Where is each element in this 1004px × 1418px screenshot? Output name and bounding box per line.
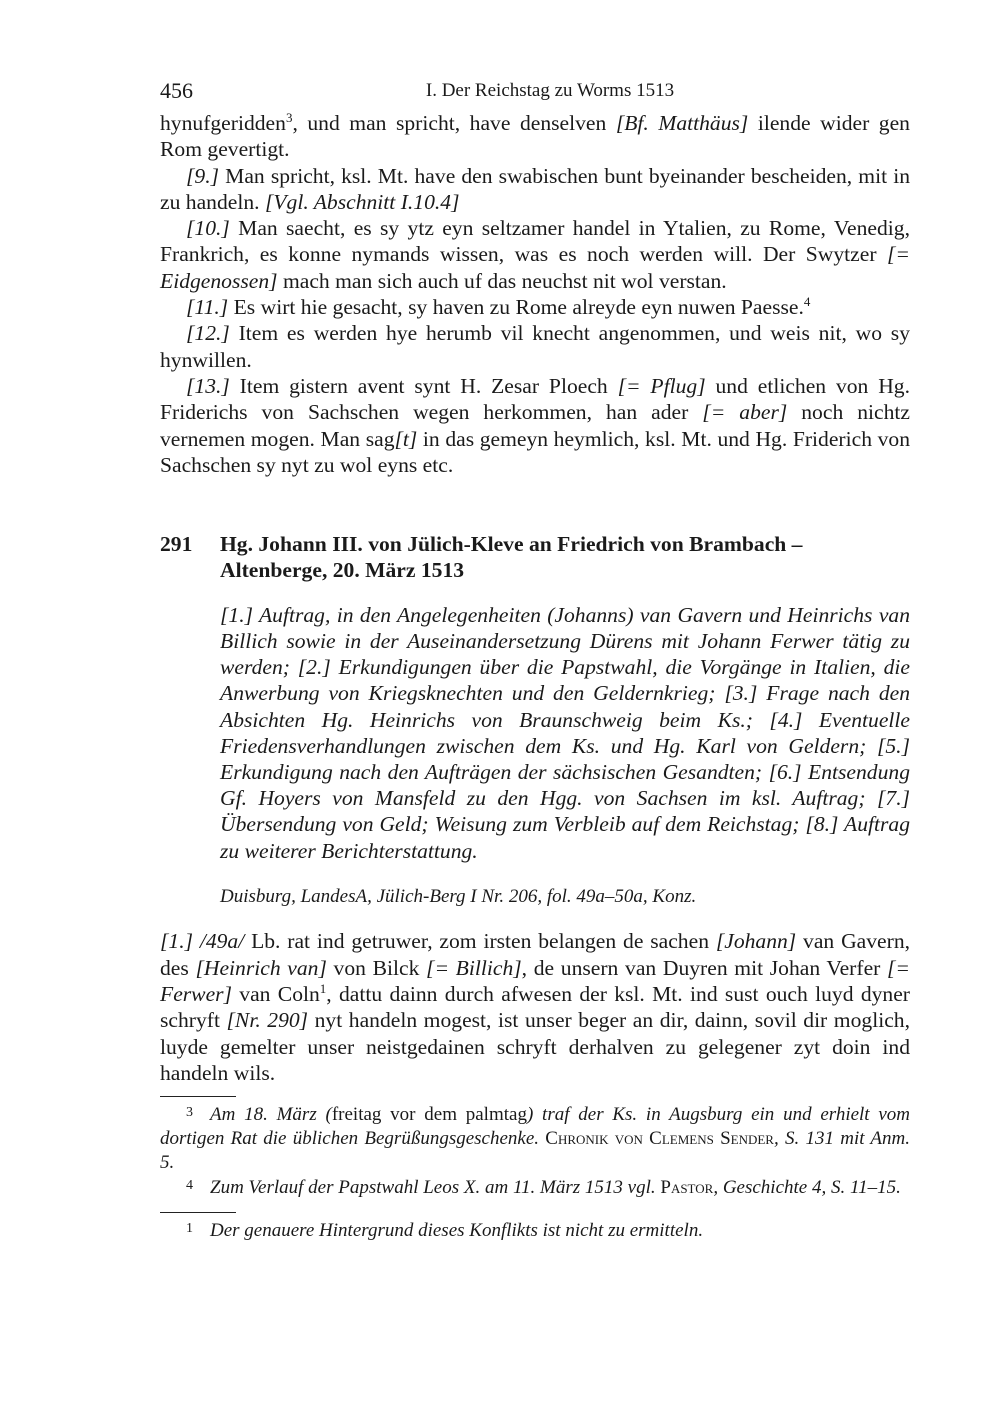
document-number: 291 xyxy=(160,532,193,557)
document-source: Duisburg, LandesA, Jülich-Berg I Nr. 206, fol. 49a–50a, Konz. xyxy=(220,886,697,908)
footnote-ref-4[interactable]: 4 xyxy=(803,294,811,310)
page-number: 456 xyxy=(160,78,193,103)
document-title: Hg. Johann III. von Jülich-Kleve an Friedrich von Brambach – Altenberge, 20. März 1513 xyxy=(220,532,803,583)
running-title: I. Der Reichstag zu Worms 1513 xyxy=(425,80,675,101)
paragraph-13: [13.] Item gistern avent synt H. Zesar Ploech [= Pflug] und etlichen von Hg. Friderichs von Sachschen wegen herkommen, han ader [= aber] noch nichtz vernemen mogen. Man sag[t] in das gemeyn heymlich, ksl. Mt. und Hg. Friderich von Sachschen sy nyt zu wol eyns etc. xyxy=(160,373,910,477)
footnote-mark-1: 1 xyxy=(186,1220,193,1236)
footnote-divider-2 xyxy=(160,1212,236,1213)
paragraph-12: [12.] Item es werden hye herumb vil knecht angenommen, und weis nit, wo sy hynwillen. xyxy=(160,321,910,372)
footnote-ref-1[interactable]: 1 xyxy=(319,980,327,996)
document-heading xyxy=(160,531,910,584)
paragraph-10: [10.] Man saecht, es sy ytz eyn seltzamer handel in Ytalien, zu Rome, Venedig, Frankrich, es konne nymands wissen, was es noch werden will. Der Swytzer [= Eidgenossen] mach man sich auch uf das neuchst nit wol verstan. xyxy=(160,216,910,293)
paragraph-continuation: hynufgeridden$^3$, und man spricht, have denselven [Bf. Matthäus] ilende wider gen Rom gevertigt. xyxy=(160,110,910,162)
footnote-mark-3: 3 xyxy=(186,1105,193,1121)
page-header xyxy=(160,78,910,110)
document-body: [1.] /49a/ Lb. rat ind getruwer, zom irsten belangen de sachen [Johann] van Gavern, des [Heinrich van] von Bilck [= Billich], de unsern van Duyren mit Johan Verfer [= Ferwer] van Coln$^1$, dattu dainn durch afwesen der ksl. Mt. ind sust ouch luyd dyner schryft [Nr. 290] nyt handeln mogest, ist unser beger an dir, dainn, sovil dir moglich, luyde gemelter unser neistgedainen schryft derhalven zu gelegener zyt doin ind handeln wils. xyxy=(160,929,911,1085)
footnote-mark-4: 4 xyxy=(186,1178,193,1194)
paragraph-9: [9.] Man spricht, ksl. Mt. have den swabischen bunt byeinander bescheiden, mit in zu handeln. [Vgl. Abschnitt I.10.4] xyxy=(160,163,910,214)
footnote-divider xyxy=(160,1096,236,1097)
footnote-ref-3[interactable]: 3 xyxy=(285,110,293,125)
page xyxy=(160,78,910,1243)
document-regest: [1.] Auftrag, in den Angelegenheiten (Johanns) van Gavern und Heinrichs van Billich sowie in der Auseinandersetzung Dürens mit Johann Ferwer tätig zu werden; [2.] Erkundigungen über die Papstwahl, die Vorgänge in Italien, die Anwerbung von Kriegsknechten und den Geldernkrieg; [3.] Frage nach den Absichten Hg. Heinrichs von Braunschweig beim Ks.; [4.] Eventuelle Friedensverhandlungen zwischen dem Ks. und Hg. Karl von Geldern; [5.] Erkundigung nach den Aufträgen der sächsischen Gesandten; [6.] Entsendung Gf. Hoyers von Mansfeld zu den Hgg. von Sachsen im ksl. Auftrag; [7.] Übersendung von Geld; Weisung zum Verbleib auf dem Reichstag; [8.] Auftrag zu weiterer Berichterstattung. xyxy=(220,602,910,863)
footnote-4: 4 Zum Verlauf der Papstwahl Leos X. am 11. März 1513 vgl. Pastor, Geschichte 4, S. 11–15. xyxy=(160,1174,910,1200)
footnote-3: 3 Am 18. März (freitag vor dem palmtag) traf der Ks. in Augsburg ein und erhielt vom dortigen Rat die üblichen Begrüßungsgeschenke. Chronik von Clemens Sender, S. 131 mit Anm. 5. xyxy=(160,1101,910,1174)
paragraph-11: [11.] Es wirt hie gesacht, sy haven zu Rome alreyde eyn nuwen Paesse.$^4$ xyxy=(186,294,811,320)
footnote-1: 1 Der genauere Hintergrund dieses Konflikts ist nicht zu ermitteln. xyxy=(160,1217,910,1243)
